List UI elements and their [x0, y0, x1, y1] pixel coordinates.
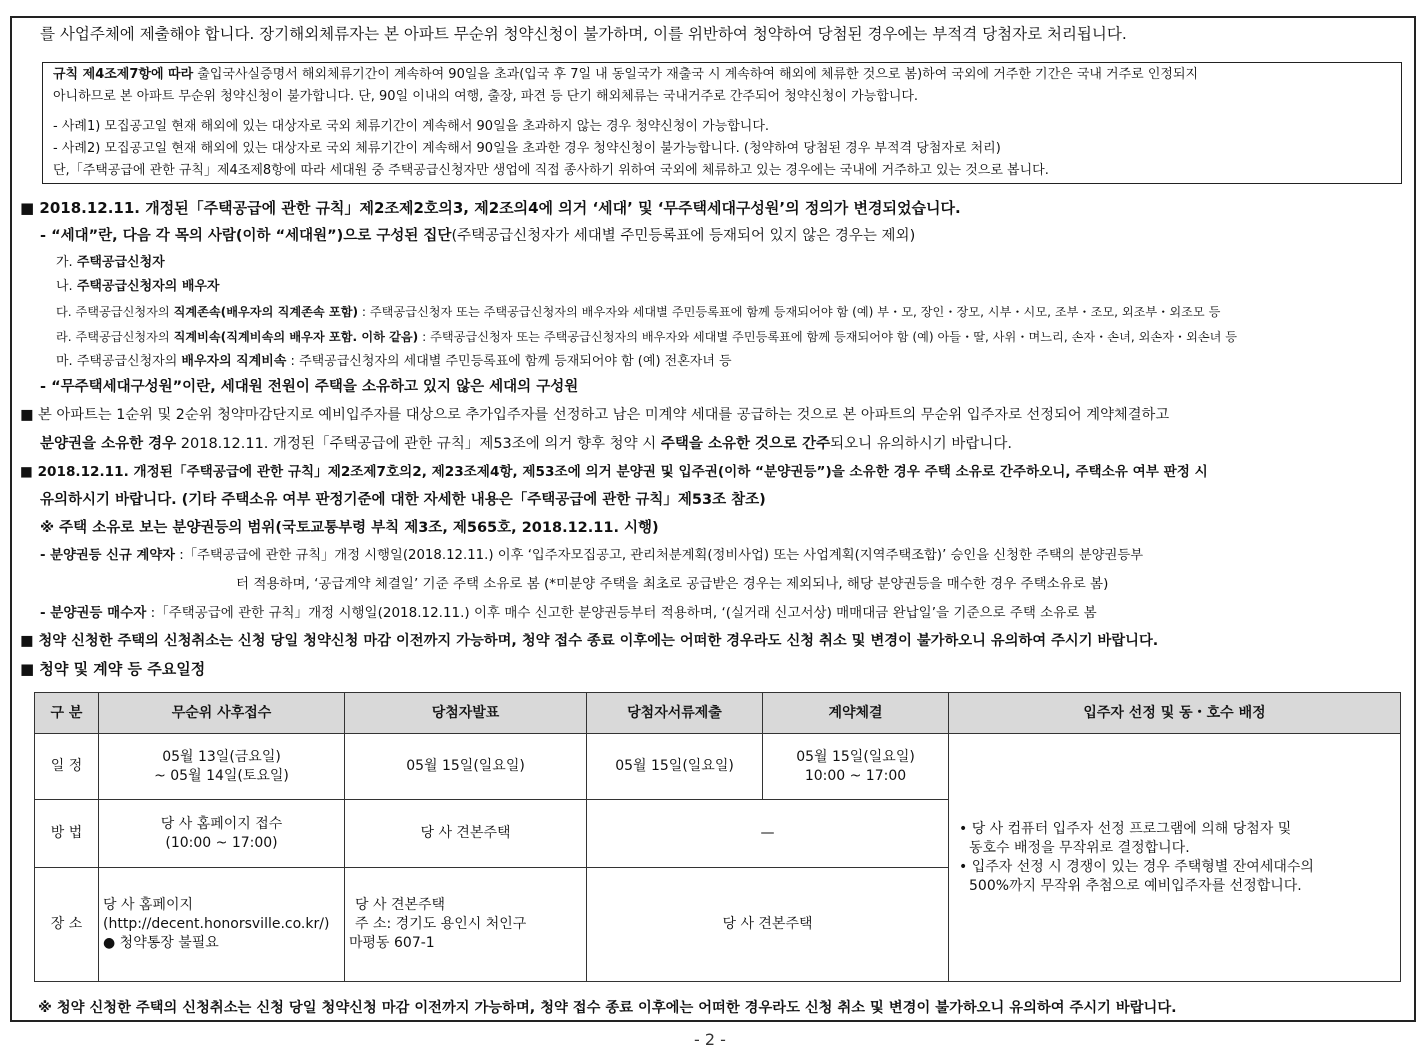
place-announce: 당 사 견본주택 주 소: 경기도 용인시 처인구 마평동 607-1	[345, 868, 587, 982]
schedule-documents: 05월 15일(일요일)	[587, 734, 763, 800]
rule-case-2: - 사례2) 모집공고일 현재 해외에 있는 대상자로 국외 체류기간이 계속해서 90일을 초과한 경우 청약신청이 불가능합니다. (청약하여 당첨된 경우 부적격 당첨자로 처리)	[53, 141, 1001, 156]
sec2-line-1: ■ 본 아파트는 1순위 및 2순위 청약마감단지로 예비입주자를 대상으로 추가입주자를 선정하고 남은 미계약 세대를 공급하는 것으로 본 아파트의 무순위 입주자로 선정되어 계약체결하고	[20, 407, 1170, 423]
sec3-line-1: ■ 2018.12.11. 개정된「주택공급에 관한 규칙」제2조제7호의2, 제23조제4항, 제53조에 의거 분양권 및 입주권(이하 “분양권등”)을 소유한 경우 주택 소유로 간주하오니, 주택소유 여부 판정 시	[20, 464, 1208, 480]
place-docs-contract: 당 사 견본주택	[587, 868, 949, 982]
page-number: - 2 -	[694, 1030, 726, 1049]
household-definition: - “세대”란, 다음 각 목의 사람(이하 “세대원”)으로 구성된 집단(주택공급신청자가 세대별 주민등록표에 등재되어 있지 않은 경우는 제외)	[40, 228, 916, 244]
row-label-method: 방 법	[35, 800, 99, 868]
header-apply: 무순위 사후접수	[99, 693, 345, 734]
no-house-member-definition: - “무주택세대구성원”이란, 세대원 전원이 주택을 소유하고 있지 않은 세대의 구성원	[40, 379, 579, 395]
intro-text: 를 사업주체에 제출해야 합니다. 장기해외체류자는 본 아파트 무순위 청약신청이 불가하며, 이를 위반하여 청약하여 당첨된 경우에는 부적격 당첨자로 처리됩니다.	[40, 25, 1127, 43]
header-documents: 당첨자서류제출	[587, 693, 763, 734]
header-announce: 당첨자발표	[345, 693, 587, 734]
cancel-notice: ■ 청약 신청한 주택의 신청취소는 신청 당일 청약신청 마감 이전까지 가능하며, 청약 접수 종료 이후에는 어떠한 경우라도 신청 취소 및 변경이 불가하오니 유의하여 주시기 바랍니다.	[20, 633, 1159, 649]
sec3-new-contract: - 분양권등 신규 계약자 :「주택공급에 관한 규칙」개정 시행일(2018.12.11.) 이후 ‘입주자모집공고, 관리처분계획(정비사업) 또는 사업계획(지역주택조합)’ 승인을 신청한 주택의 분양권등부	[40, 548, 1144, 563]
table-header-row	[35, 693, 1401, 734]
member-ga: 가. 주택공급신청자	[56, 255, 165, 270]
header-category: 구 분	[35, 693, 99, 734]
sec3-buyer: - 분양권등 매수자 :「주택공급에 관한 규칙」개정 시행일(2018.12.11.) 이후 매수 신고한 분양권등부터 적용하며, ‘(실거래 신고서상) 매매대금 완납일’을 기준으로 주택 소유로 봄	[40, 605, 1097, 621]
household-definition-title: ■ 2018.12.11. 개정된「주택공급에 관한 규칙」제2조제2호의3, 제2조의4에 의거 ‘세대’ 및 ‘무주택세대구성원’의 정의가 변경되었습니다.	[20, 199, 961, 217]
schedule-announce: 05월 15일(일요일)	[345, 734, 587, 800]
sec2-line-2: 분양권을 소유한 경우 2018.12.11. 개정된「주택공급에 관한 규칙」제53조에 의거 향후 청약 시 주택을 소유한 것으로 간주되오니 유의하시기 바랍니다.	[40, 436, 1013, 452]
member-da: 다. 주택공급신청자의 직계존속(배우자의 직계존속 포함) : 주택공급신청자 또는 주택공급신청자의 배우자와 세대별 주민등록표에 함께 등재되어야 함 (예) 부・모, 장인・장모, 시부・시모, 조부・조모, 외조부・외조모 등	[56, 305, 1221, 319]
rule-line-1: 규칙 제4조제7항에 따라 출입국사실증명서 해외체류기간이 계속하여 90일을 초과(입국 후 7일 내 동일국가 재출국 시 계속하여 해외에 체류한 것으로 봄)하여 국외에 거주한 기간은 국내 거주로 인정되지	[53, 67, 1199, 82]
rule-case-1: - 사례1) 모집공고일 현재 해외에 있는 대상자로 국외 체류기간이 계속해서 90일을 초과하지 않는 경우 청약신청이 가능합니다.	[53, 119, 770, 134]
table-row-schedule	[35, 734, 1401, 800]
method-docs-contract: —	[587, 800, 949, 868]
schedule-contract: 05월 15일(일요일) 10:00 ~ 17:00	[763, 734, 949, 800]
selection-description	[949, 734, 1401, 982]
member-na: 나. 주택공급신청자의 배우자	[56, 279, 220, 294]
row-label-place: 장 소	[35, 868, 99, 982]
schedule-table	[34, 692, 1401, 982]
row-label-schedule: 일 정	[35, 734, 99, 800]
sec3-line-2: 유의하시기 바랍니다. (기타 주택소유 여부 판정기준에 대한 자세한 내용은「주택공급에 관한 규칙」제53조 참조)	[40, 492, 766, 508]
member-ra: 라. 주택공급신청자의 직계비속(직계비속의 배우자 포함. 이하 같음) : 주택공급신청자 또는 주택공급신청자의 배우자와 세대별 주민등록표에 함께 등재되어야 함 (예) 아들・딸, 사위・며느리, 손자・손녀, 외손자・외손녀 등	[56, 330, 1238, 344]
schedule-apply: 05월 13일(금요일) ~ 05월 14일(토요일)	[99, 734, 345, 800]
homepage-link[interactable]: (http://decent.honorsville.co.kr/)	[103, 916, 330, 932]
rule-case-3: 단,「주택공급에 관한 규칙」제4조제8항에 따라 세대원 중 주택공급신청자만 생업에 직접 종사하기 위하여 국외에 체류하고 있는 경우에는 국내에 거주하고 있는 것으로 봅니다.	[53, 163, 1049, 178]
sec3-new-contract-cont: 터 적용하며, ‘공급계약 체결일’ 기준 주택 소유로 봄 (*미분양 주택을 최초로 공급받은 경우는 제외되나, 해당 분양권등을 매수한 경우 주택소유로 봄)	[236, 576, 1109, 592]
overseas-rule-box	[42, 62, 1402, 184]
selection-bullet-1: • 당 사 컴퓨터 입주자 선정 프로그램에 의해 당첨자 및 동호수 배정을 무작위로 결정합니다.	[959, 820, 1292, 856]
selection-bullet-2: • 입주자 선정 시 경쟁이 있는 경우 주택형별 잔여세대수의 500%까지 무작위 추첨으로 예비입주자를 선정합니다.	[959, 858, 1314, 894]
method-announce: 당 사 견본주택	[345, 800, 587, 868]
header-selection: 입주자 선정 및 동・호수 배정	[949, 693, 1401, 734]
schedule-title: ■ 청약 및 계약 등 주요일정	[20, 660, 206, 678]
bottom-cancel-note: ※ 청약 신청한 주택의 신청취소는 신청 당일 청약신청 마감 이전까지 가능하며, 청약 접수 종료 이후에는 어떠한 경우라도 신청 취소 및 변경이 불가하오니 유의하여 주시기 바랍니다.	[38, 1000, 1177, 1016]
method-apply: 당 사 홈페이지 접수 (10:00 ~ 17:00)	[99, 800, 345, 868]
sec3-note: ※ 주택 소유로 보는 분양권등의 범위(국토교통부령 부칙 제3조, 제565호, 2018.12.11. 시행)	[40, 520, 659, 536]
member-ma: 마. 주택공급신청자의 배우자의 직계비속 : 주택공급신청자의 세대별 주민등록표에 함께 등재되어야 함 (예) 전혼자녀 등	[56, 354, 732, 369]
rule-line-2: 아니하므로 본 아파트 무순위 청약신청이 불가합니다. 단, 90일 이내의 여행, 출장, 파견 등 단기 해외체류는 국내거주로 간주되어 청약신청이 가능합니다.	[53, 89, 919, 104]
header-contract: 계약체결	[763, 693, 949, 734]
place-apply: 당 사 홈페이지 (http://decent.honorsville.co.kr/) ● 청약통장 불필요	[99, 868, 345, 982]
